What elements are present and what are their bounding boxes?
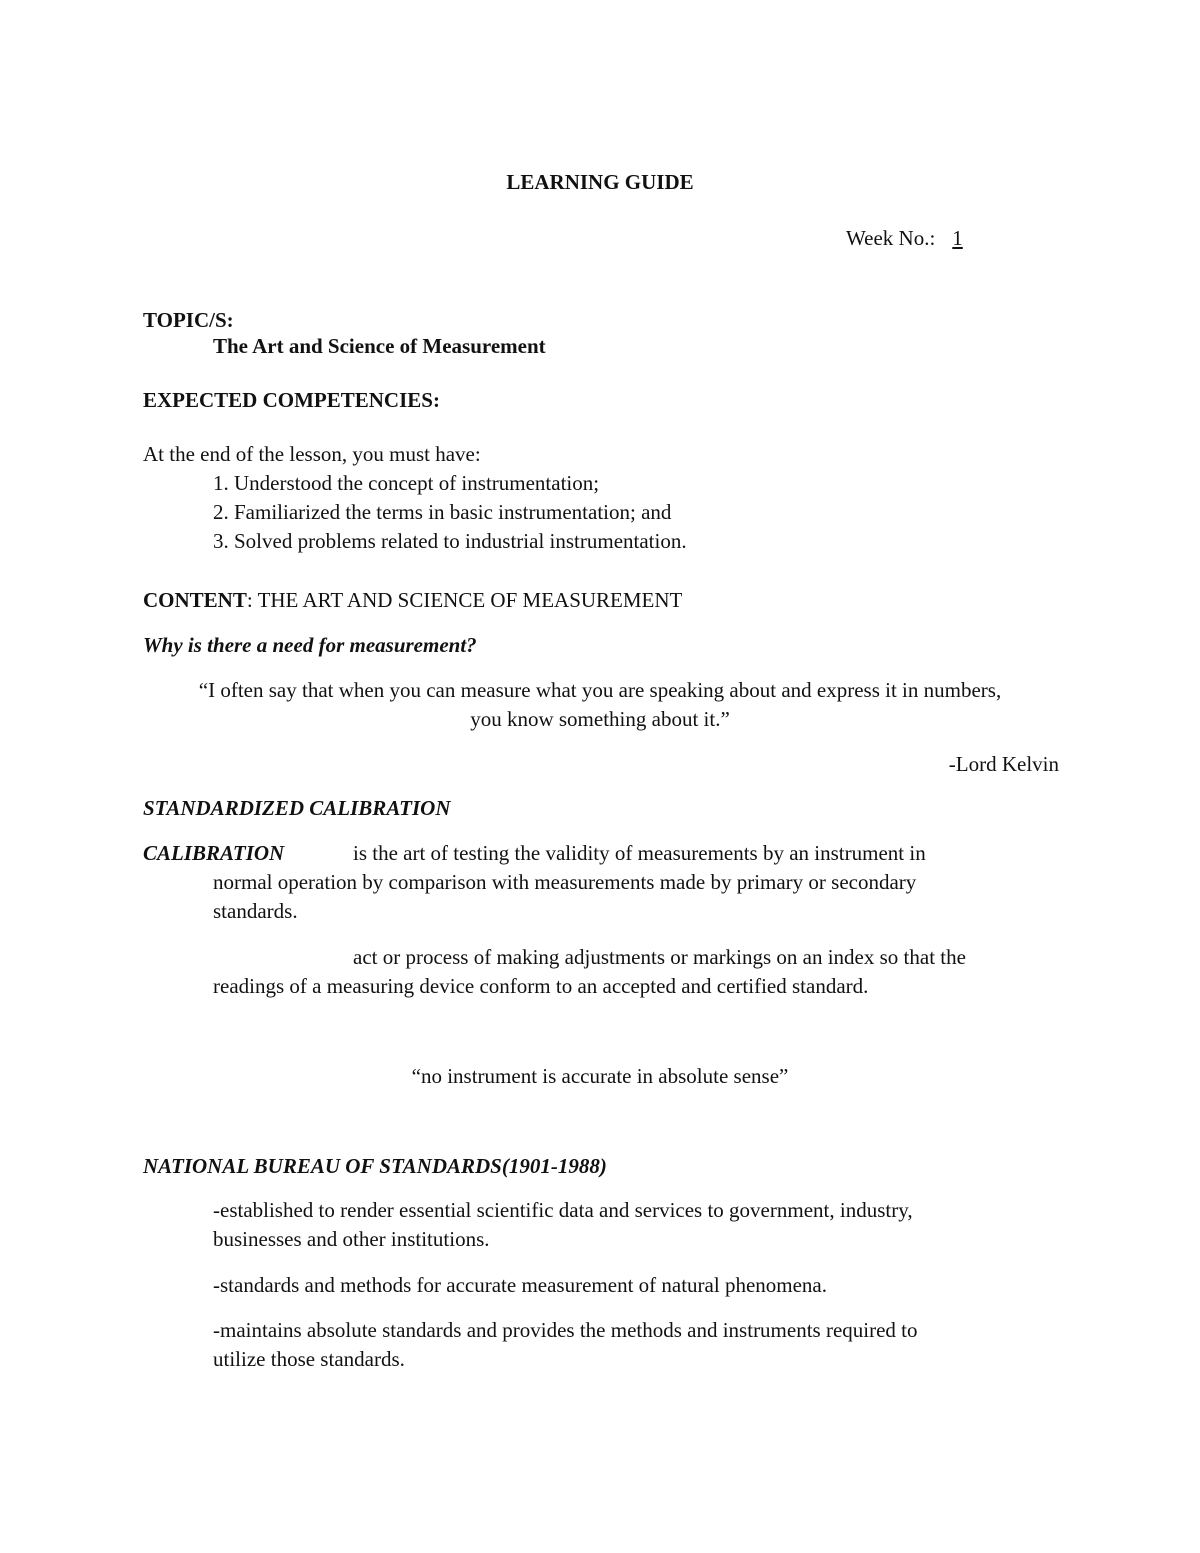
nbs-item-2: -standards and methods for accurate measurement of natural phenomena. (213, 1273, 828, 1297)
calibration-quote: “no instrument is accurate in absolute sense” (411, 1064, 789, 1088)
calibration-definition-1-line-2: normal operation by comparison with measurements made by primary or secondary (213, 870, 917, 894)
nbs-item-3-line-1: -maintains absolute standards and provides the methods and instruments required to (213, 1318, 918, 1342)
calibration-definition-1-line-1: is the art of testing the validity of measurements by an instrument in (353, 841, 926, 865)
calibration-term: CALIBRATION (143, 841, 285, 865)
competencies-intro: At the end of the lesson, you must have: (143, 442, 481, 466)
nbs-item-1-line-1: -established to render essential scientific data and services to government, industry, (213, 1198, 913, 1222)
topic-title: The Art and Science of Measurement (213, 334, 546, 358)
page-title: LEARNING GUIDE (506, 170, 694, 194)
content-question: Why is there a need for measurement? (143, 633, 477, 657)
competency-item: 2. Familiarized the terms in basic instrumentation; and (213, 500, 672, 524)
quote-attribution: -Lord Kelvin (948, 752, 1059, 776)
nbs-heading: NATIONAL BUREAU OF STANDARDS(1901-1988) (143, 1154, 607, 1178)
calibration-definition-1-line-3: standards. (213, 899, 298, 923)
topics-heading: TOPIC/S: (143, 308, 234, 332)
calibration-section-heading: STANDARDIZED CALIBRATION (143, 796, 451, 820)
kelvin-quote-line-1: “I often say that when you can measure what you are speaking about and express it in numbers, (198, 678, 1002, 702)
week-label: Week No.: (846, 226, 936, 250)
calibration-definition-2-line-1: act or process of making adjustments or markings on an index so that the (353, 945, 966, 969)
week-value: 1 (952, 226, 963, 250)
week-number (846, 226, 975, 251)
competency-item: 3. Solved problems related to industrial instrumentation. (213, 529, 687, 553)
nbs-item-3-line-2: utilize those standards. (213, 1347, 405, 1371)
kelvin-quote-line-2: you know something about it.” (470, 707, 730, 731)
calibration-definition-2-line-2: readings of a measuring device conform to an accepted and certified standard. (213, 974, 869, 998)
content-heading (143, 588, 682, 613)
competency-item: 1. Understood the concept of instrumentation; (213, 471, 600, 495)
nbs-item-1-line-2: businesses and other institutions. (213, 1227, 490, 1251)
competencies-heading: EXPECTED COMPETENCIES: (143, 388, 440, 412)
content-label: CONTENT (143, 588, 247, 612)
content-title: : THE ART AND SCIENCE OF MEASUREMENT (246, 588, 683, 612)
